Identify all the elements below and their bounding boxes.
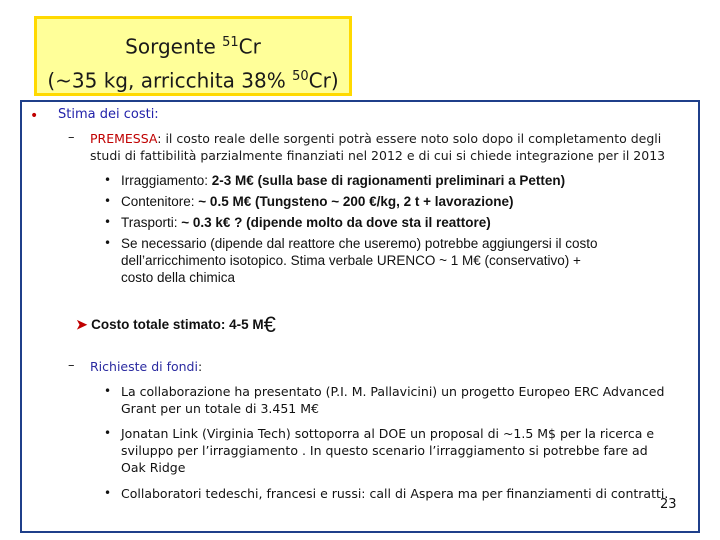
bullet-icon: • bbox=[104, 236, 112, 250]
page-number: 23 bbox=[660, 497, 677, 512]
title-line-1 bbox=[37, 28, 349, 62]
slide-title-box bbox=[34, 16, 352, 96]
total-cost-text: Costo totale stimato: 4-5 M bbox=[91, 317, 264, 332]
cost-item-irraggiamento bbox=[121, 172, 565, 189]
cost-text-line: Se necessario (dipende dal reattore che useremo) potrebbe aggiungersi il costo bbox=[121, 236, 598, 251]
cost-value: 2-3 M€ (sulla base di ragionamenti preliminari a Petten) bbox=[211, 173, 566, 188]
cost-label: Contenitore: bbox=[121, 194, 199, 209]
cost-text-line: dell’arricchimento isotopico. Stima verbale URENCO ~ 1 M€ (conservativo) + bbox=[121, 253, 581, 268]
title-superscript: 51 bbox=[222, 35, 239, 50]
premessa-text-2: studi di fattibilità parzialmente finanziati nel 2012 e di cui si chiede integrazione per il 2013 bbox=[90, 148, 666, 163]
premessa-paragraph bbox=[90, 130, 700, 164]
richieste-colon: : bbox=[197, 359, 203, 374]
bullet-icon: • bbox=[104, 384, 112, 398]
cost-value: ~ 0.3 k€ ? (dipende molto da dove sta il reattore) bbox=[181, 215, 491, 230]
funding-text-line: Oak Ridge bbox=[121, 460, 186, 475]
dash-icon: – bbox=[68, 358, 75, 373]
total-cost-line bbox=[76, 312, 276, 338]
funding-text-line: Grant per un totale di 3.451 M€ bbox=[121, 401, 319, 416]
dash-icon: – bbox=[68, 130, 75, 145]
funding-item-aspera bbox=[121, 485, 706, 502]
premessa-colon: : bbox=[157, 131, 162, 146]
title-subtext: (~35 kg, arricchita 38% bbox=[47, 68, 293, 93]
title-line-2 bbox=[37, 62, 349, 96]
cost-item-trasporti bbox=[121, 214, 491, 231]
cost-item-contenitore bbox=[121, 193, 514, 210]
funding-text-line: La collaborazione ha presentato (P.I. M. Pallavicini) un progetto Europeo ERC Advanced bbox=[121, 384, 665, 399]
funding-text-line: Collaboratori tedeschi, francesi e russi: call di Aspera ma per finanziamenti di contratti. bbox=[121, 486, 669, 501]
title-element-2: Cr) bbox=[308, 68, 339, 93]
bullet-icon: • bbox=[104, 486, 112, 500]
title-superscript-2: 50 bbox=[292, 68, 309, 84]
funding-text-line: Jonatan Link (Virginia Tech) sottoporra al DOE un proposal di ~1.5 M$ per la ricerca e bbox=[121, 426, 655, 441]
cost-value: ~ 0.5 M€ (Tungsteno ~ 200 €/kg, 2 t + lavorazione) bbox=[198, 194, 514, 209]
funding-item-erc bbox=[121, 383, 706, 417]
arrow-icon: ➤ bbox=[76, 317, 88, 332]
funding-text-line: sviluppo per l’irraggiamento . In questo scenario l’irraggiamento si potrebbe fare ad bbox=[121, 443, 648, 458]
bullet-icon: • bbox=[30, 108, 39, 124]
euro-symbol: € bbox=[263, 312, 276, 337]
section-heading-costs: Stima dei costi: bbox=[58, 107, 159, 122]
cost-label: Trasporti: bbox=[121, 215, 182, 230]
richieste-label: Richieste di fondi bbox=[90, 359, 198, 374]
premessa-label: PREMESSA bbox=[90, 131, 158, 146]
funding-item-doe bbox=[121, 425, 706, 476]
bullet-icon: • bbox=[104, 194, 112, 208]
title-text: Sorgente bbox=[125, 34, 223, 59]
cost-item-arricchimento bbox=[121, 235, 701, 286]
cost-label: Irraggiamento: bbox=[121, 173, 212, 188]
bullet-icon: • bbox=[104, 173, 112, 187]
premessa-text-1: il costo reale delle sorgenti potrà essere noto solo dopo il completamento degli bbox=[161, 131, 662, 146]
title-element: Cr bbox=[238, 34, 261, 59]
bullet-icon: • bbox=[104, 215, 112, 229]
bullet-icon: • bbox=[104, 426, 112, 440]
cost-text-line: costo della chimica bbox=[121, 270, 236, 285]
richieste-heading bbox=[90, 358, 202, 375]
